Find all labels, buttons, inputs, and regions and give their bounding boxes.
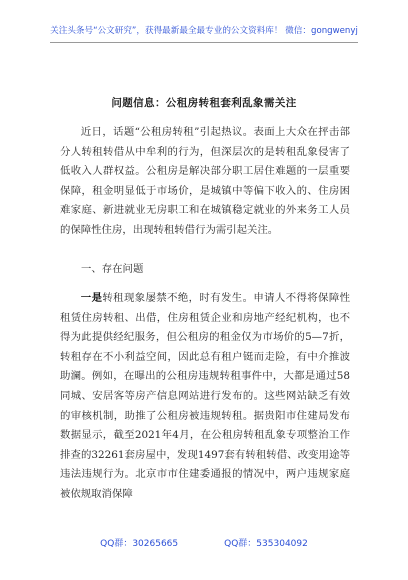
document-title: 问题信息：公租房转租套利乱象需关注	[111, 97, 297, 109]
footer-qq-group-1: QQ群：30265665	[100, 539, 179, 549]
paragraph-intro: 近日，话题“公租房转租”引起热议。表面上大众在抨击部分人转租转借从中牟利的行为，但深层次的是转租乱象侵害了低收入人群权益。公租房是解决部分职工居住难题的一层重要保障，租金明显低于市场价，是城镇中等偏下收入的、住房困难家庭、新进就业无房职工和在城镇稳定就业的外来务工人员的保障性住房，出现转租转借行为需引起关注。	[60, 126, 350, 236]
paragraph-lead-label: 一是	[80, 292, 103, 304]
section-heading-problems: 一、存在问题	[81, 263, 144, 275]
footer-qq-banner	[0, 536, 408, 549]
footer-qq-group-2: QQ群：535304092	[224, 539, 308, 549]
header-promo-banner: 关注头条号“公文研究”，获得最新最全最专业的公文资料库！ 微信：gongwenyj	[50, 26, 358, 36]
header-divider	[50, 42, 358, 43]
paragraph-problem-one	[60, 289, 350, 505]
paragraph-problem-one-text: 转租现象屡禁不绝，时有发生。申请人不得将保障性租赁住房转租、出借，住房租赁企业和房地产经纪机构，也不得为此提供经纪服务，但公租房的租金仅为市场价的5—7折，转租存在不小利益空间，因此总有租户铤而走险，有中介推波助澜。例如，在曝出的公租房违规转租事件中，大都是通过58同城、安居客等房产信息网站进行发布的。这些网站缺乏有效的审核机制，助推了公租房被违规转租。据贵阳市住建局发布数据显示，截至2021年4月，在公租房转租乱象专项整治工作排查的32261套房屋中，发现1497套有转租转借、改变用途等违法违规行为。北京市市住建委通报的情况中，两户违规家庭被依规取消保障	[60, 292, 351, 500]
